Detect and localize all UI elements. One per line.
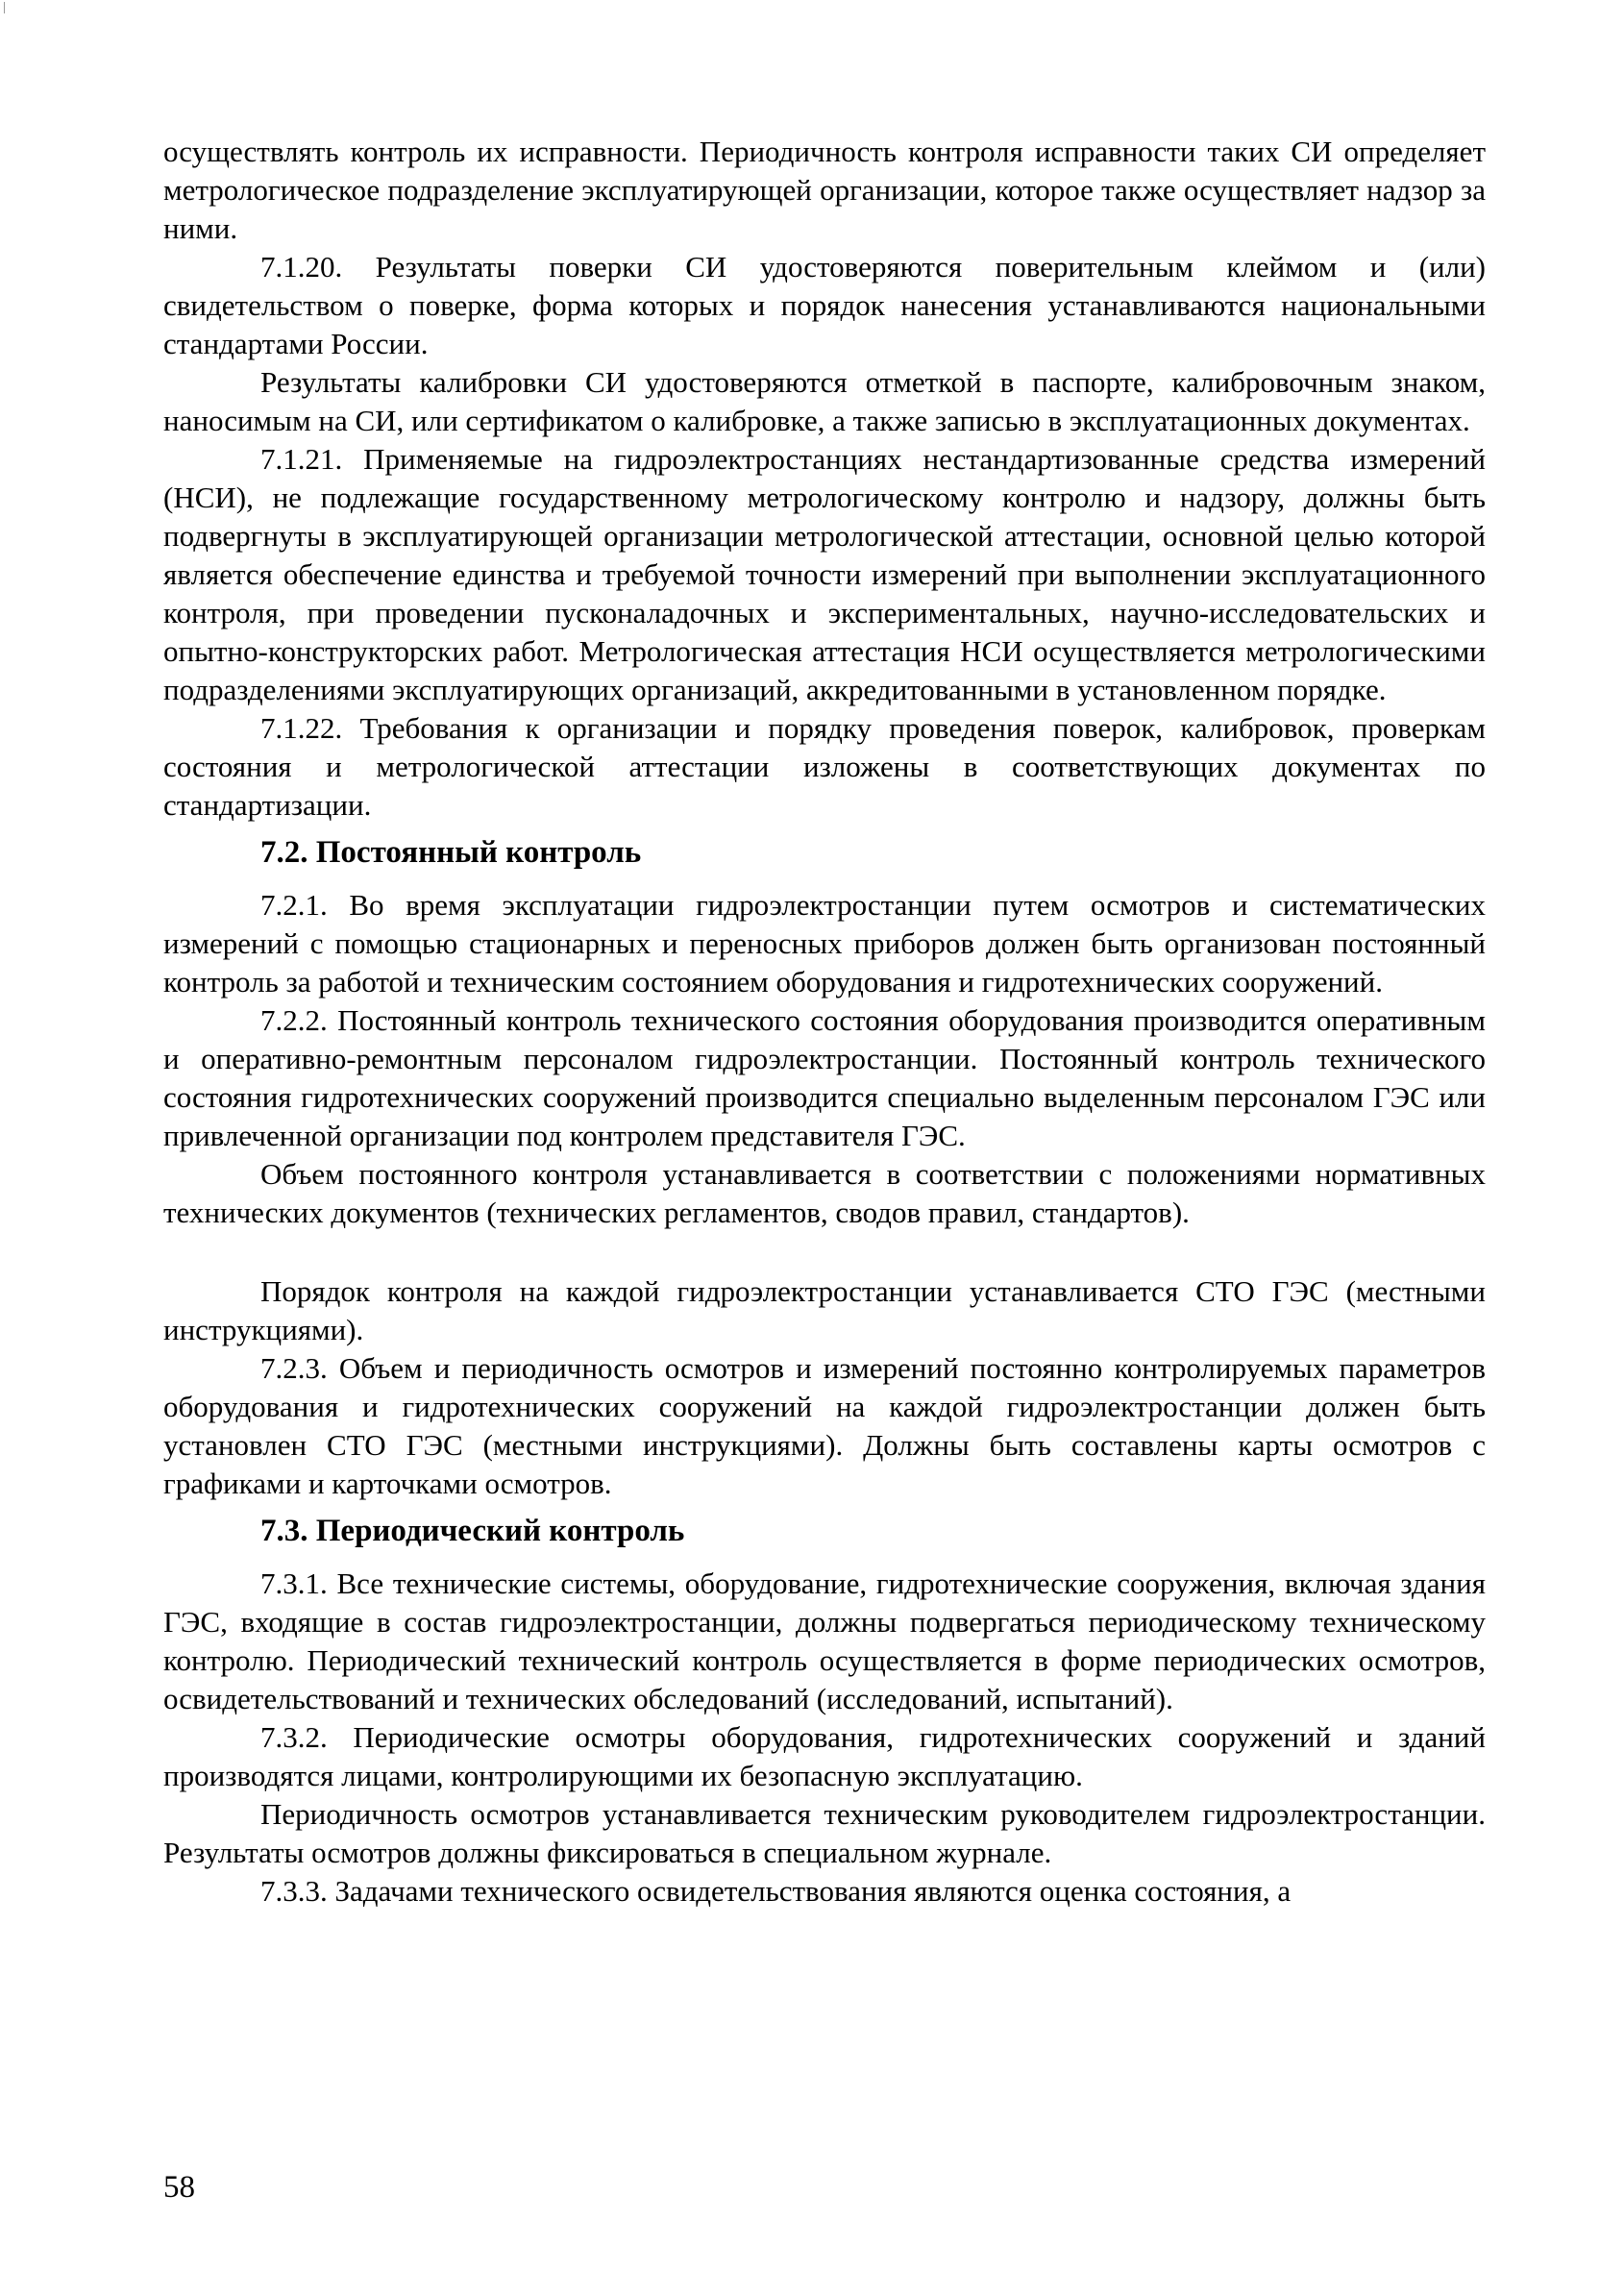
scan-corner-mark xyxy=(4,2,5,13)
paragraph-inspection-frequency: Периодичность осмотров устанавливается техническим руководителем гидроэлектростанции. Результаты осмотров должны фиксироваться в специальном журнале. xyxy=(163,1797,1486,1869)
paragraph-control-procedure: Порядок контроля на каждой гидроэлектростанции устанавливается СТО ГЭС (местными инструкциями). xyxy=(163,1274,1486,1346)
paragraph-intro: осуществлять контроль их исправности. Периодичность контроля исправности таких СИ определяет метрологическое подразделение эксплуатирующей организации, которое также осуществляет надзор за ними. xyxy=(163,135,1486,245)
paragraph-7-2-1: 7.2.1. Во время эксплуатации гидроэлектростанции путем осмотров и систематических измерений с помощью стационарных и переносных приборов должен быть организован постоянный контроль за работой и техническим состоянием оборудования и гидротехнических сооружений. xyxy=(163,888,1486,999)
paragraph-7-1-20: 7.1.20. Результаты поверки СИ удостоверяются поверительным клеймом и (или) свидетельством о поверке, форма которых и порядок нанесения устанавливаются национальными стандартами России. xyxy=(163,250,1486,360)
paragraph-7-3-2: 7.3.2. Периодические осмотры оборудования, гидротехнических сооружений и зданий производятся лицами, контролирующими их безопасную эксплуатацию. xyxy=(163,1720,1486,1792)
section-heading-7-3: 7.3. Периодический контроль xyxy=(260,1514,685,1548)
paragraph-gap xyxy=(163,1232,1486,1272)
paragraph-7-1-21: 7.1.21. Применяемые на гидроэлектростанциях нестандартизованные средства измерений (НСИ), не подлежащие государственному метрологическому контролю и надзору, должны быть подвергнуты в эксплуатирующей организации метрологической аттестации, основной целью которой является обеспечение единства и требуемой точности измерений при выполнении эксплуатационного контроля, при проведении пусконаладочных и экспериментальных, научно-исследовательских и опытно-конструкторских работ. Метрологическая аттестация НСИ осуществляется метрологическими подразделениями эксплуатирующих организаций, аккредитованными в установленном порядке. xyxy=(163,442,1486,706)
paragraph-calibration-results: Результаты калибровки СИ удостоверяются отметкой в паспорте, калибровочным знаком, наносимым на СИ, или сертификатом о калибровке, а также записью в эксплуатационных документах. xyxy=(163,365,1486,437)
page-number: 58 xyxy=(163,2170,195,2205)
paragraph-7-3-3: 7.3.3. Задачами технического освидетельствования являются оценка состояния, а xyxy=(260,1874,1292,1908)
document-page xyxy=(163,133,1486,1911)
paragraph-control-volume: Объем постоянного контроля устанавливается в соответствии с положениями нормативных технических документов (технических регламентов, сводов правил, стандартов). xyxy=(163,1157,1486,1229)
section-heading-7-2: 7.2. Постоянный контроль xyxy=(260,835,642,870)
paragraph-7-3-1: 7.3.1. Все технические системы, оборудование, гидротехнические сооружения, включая здания ГЭС, входящие в состав гидроэлектростанции, должны подвергаться периодическому техническому контролю. Периодический технический контроль осуществляется в форме периодических осмотров, освидетельствований и технических обследований (исследований, испытаний). xyxy=(163,1566,1486,1715)
paragraph-7-2-2: 7.2.2. Постоянный контроль технического состояния оборудования производится оперативным и оперативно-ремонтным персоналом гидроэлектростанции. Постоянный контроль технического состояния гидротехнических сооружений производится специально выделенным персоналом ГЭС или привлеченной организации под контролем представителя ГЭС. xyxy=(163,1003,1486,1152)
paragraph-7-1-22: 7.1.22. Требования к организации и порядку проведения поверок, калибровок, проверкам состояния и метрологической аттестации изложены в соответствующих документах по стандартизации. xyxy=(163,711,1486,822)
paragraph-7-2-3: 7.2.3. Объем и периодичность осмотров и измерений постоянно контролируемых параметров оборудования и гидротехнических сооружений на каждой гидроэлектростанции должен быть установлен СТО ГЭС (местными инструкциями). Должны быть составлены карты осмотров с графиками и карточками осмотров. xyxy=(163,1351,1486,1500)
